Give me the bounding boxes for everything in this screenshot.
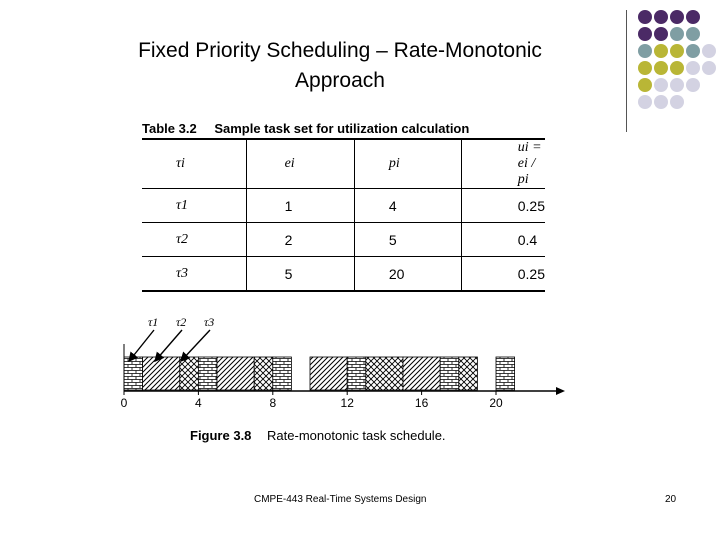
time-axis-arrowhead <box>556 387 565 395</box>
cell-utilization: 0.25 <box>461 189 545 223</box>
figure-caption <box>190 428 446 443</box>
table-caption-text: Sample task set for utilization calculation <box>214 121 470 136</box>
task-table <box>142 138 545 292</box>
cell-exec-time: 5 <box>246 257 354 292</box>
task-release-label: τ3 <box>204 315 215 329</box>
decorative-dot <box>702 44 716 58</box>
task-release-arrow <box>130 330 154 360</box>
cell-exec-time: 1 <box>246 189 354 223</box>
decorative-dot <box>654 78 668 92</box>
table-row <box>142 257 545 292</box>
decorative-dot <box>686 27 700 41</box>
slide-title-line-1: Fixed Priority Scheduling – Rate-Monotonic <box>138 39 542 62</box>
cell-task: τ1 <box>142 189 246 223</box>
header-period: pi <box>354 139 461 189</box>
slide-title-line-2: Approach <box>295 69 385 92</box>
decorative-dot <box>670 78 684 92</box>
schedule-segment <box>459 357 478 390</box>
decorative-dot <box>654 44 668 58</box>
schedule-segment <box>440 357 459 390</box>
slide-title <box>60 36 620 96</box>
decorative-dot <box>638 44 652 58</box>
schedule-segment <box>366 357 403 390</box>
cell-utilization: 0.4 <box>461 223 545 257</box>
cell-period: 20 <box>354 257 461 292</box>
axis-tick-label: 16 <box>414 396 429 410</box>
schedule-segment <box>403 357 440 390</box>
header-exec-time: ei <box>246 139 354 189</box>
table-header-row <box>142 139 545 189</box>
decorative-dot <box>702 61 716 75</box>
cell-utilization: 0.25 <box>461 257 545 292</box>
decorative-dot <box>686 44 700 58</box>
axis-tick-label: 20 <box>489 396 503 410</box>
decorative-dot <box>686 61 700 75</box>
schedule-segment <box>254 357 273 390</box>
decorative-dot <box>654 10 668 24</box>
cell-period: 4 <box>354 189 461 223</box>
decorative-dot <box>670 10 684 24</box>
figure-caption-text: Rate-monotonic task schedule. <box>267 428 446 443</box>
axis-tick-label: 12 <box>340 396 354 410</box>
schedule-segment <box>496 357 515 390</box>
axis-tick-label: 4 <box>195 396 202 410</box>
task-release-label: τ2 <box>176 315 187 329</box>
decorative-dot <box>654 27 668 41</box>
decorative-dot <box>686 78 700 92</box>
schedule-segment <box>273 357 292 390</box>
slide-footer: CMPE-443 Real-Time Systems Design <box>254 494 427 505</box>
decorative-dot <box>654 61 668 75</box>
figure-caption-label: Figure 3.8 <box>190 428 252 443</box>
schedule-segment <box>347 357 366 390</box>
decorative-dot <box>670 95 684 109</box>
decorative-dot <box>638 61 652 75</box>
decorative-dot-grid <box>638 10 718 120</box>
decorative-dot <box>670 44 684 58</box>
table-caption <box>142 121 469 136</box>
task-release-arrow <box>156 330 182 360</box>
decorative-dot <box>654 95 668 109</box>
header-task: τi <box>176 156 185 171</box>
decorative-dot <box>686 10 700 24</box>
task-release-arrow <box>182 330 210 360</box>
decorative-dot <box>670 27 684 41</box>
schedule-segment <box>198 357 217 390</box>
schedule-segment <box>124 357 143 390</box>
schedule-timeline <box>110 310 580 410</box>
axis-tick-label: 8 <box>269 396 277 410</box>
decorative-divider <box>626 10 627 132</box>
cell-period: 5 <box>354 223 461 257</box>
task-release-label: τ1 <box>148 315 159 329</box>
table-caption-number: Table 3.2 <box>142 121 197 136</box>
axis-tick-label: 0 <box>120 396 128 410</box>
table-row <box>142 189 545 223</box>
decorative-dot <box>638 78 652 92</box>
cell-task: τ3 <box>142 257 246 292</box>
table-row <box>142 223 545 257</box>
decorative-dot <box>638 27 652 41</box>
schedule-segment <box>217 357 254 390</box>
schedule-segment <box>310 357 347 390</box>
page-number: 20 <box>665 494 677 505</box>
decorative-dot <box>638 95 652 109</box>
schedule-segment <box>143 357 180 390</box>
decorative-dot <box>670 61 684 75</box>
decorative-dot <box>638 10 652 24</box>
schedule-segment <box>180 357 199 390</box>
cell-exec-time: 2 <box>246 223 354 257</box>
header-utilization: ui = ei / pi <box>461 139 545 189</box>
cell-task: τ2 <box>142 223 246 257</box>
